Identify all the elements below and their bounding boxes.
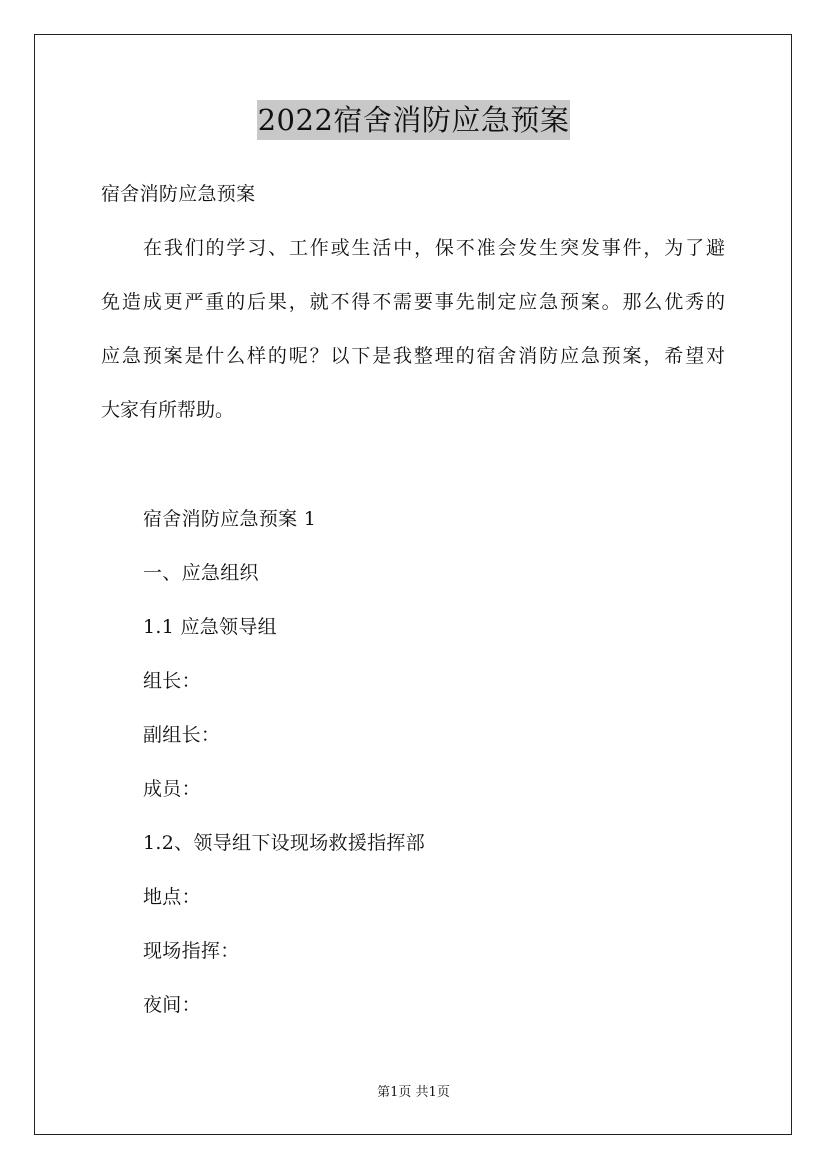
field-team-leader: 组长： (143, 670, 201, 692)
field-deputy-leader: 副组长： (143, 724, 221, 746)
field-onsite-commander: 现场指挥： (143, 940, 240, 962)
heading-leadership-group: 1.1 应急领导组 (143, 616, 277, 638)
heading-emergency-organization: 一、应急组织 (143, 562, 259, 584)
intro-line-2: 免造成更严重的后果，就不得不需要事先制定应急预案。那么优秀的 (101, 291, 725, 313)
intro-line-3: 应急预案是什么样的呢？以下是我整理的宿舍消防应急预案，希望对 (101, 345, 725, 367)
document-title: 2022宿舍消防应急预案 (257, 100, 571, 140)
heading-rescue-command: 1.2、领导组下设现场救援指挥部 (143, 832, 426, 854)
title-container (0, 100, 827, 140)
field-night: 夜间： (143, 994, 201, 1016)
field-members: 成员： (143, 778, 201, 800)
intro-line-4: 大家有所帮助。 (101, 399, 235, 421)
intro-line-1: 在我们的学习、工作或生活中，保不准会发生突发事件，为了避 (143, 237, 725, 259)
field-location: 地点： (143, 886, 201, 908)
section-title: 宿舍消防应急预案 1 (143, 508, 317, 530)
page-footer: 第1页 共1页 (377, 1085, 450, 1100)
document-subtitle: 宿舍消防应急预案 (101, 183, 256, 205)
